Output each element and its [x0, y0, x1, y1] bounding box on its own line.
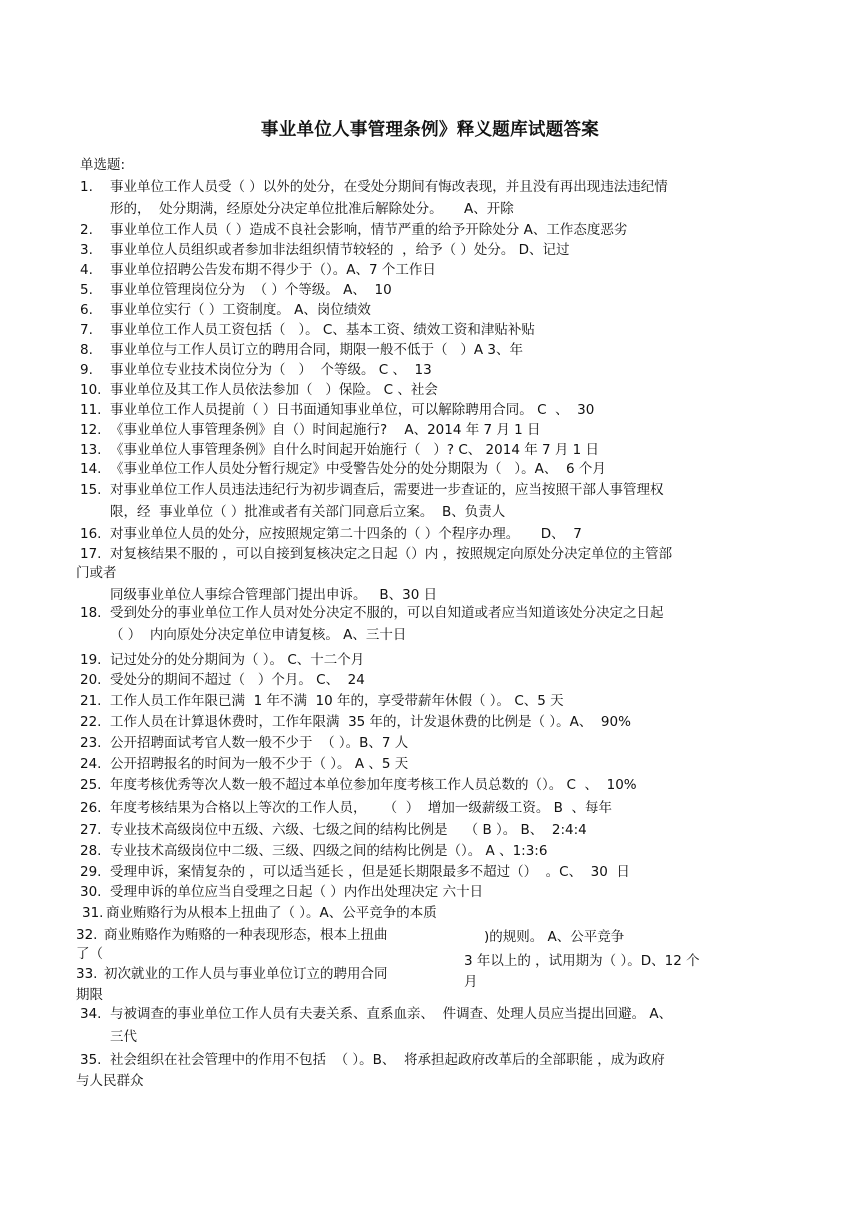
question-number: 29.: [80, 864, 102, 880]
question-number: 25.: [80, 777, 102, 793]
question-text: 事业单位工作人员提前（ ）日书面通知事业单位，可以解除聘用合同。 C 、 30: [110, 402, 595, 418]
question-text: 事业单位工作人员工资包括（ ）。 C、基本工资、绩效工资和津贴补贴: [110, 322, 535, 338]
question-text: 事业单位管理岗位分为 （ ）个等级。 A、 10: [110, 282, 392, 298]
question-text: 受理申诉的单位应当自受理之日起（ ）内作出处理决定 六十日: [110, 884, 484, 900]
question-text: 年度考核结果为合格以上等次的工作人员， （ ） 增加一级薪级工资。 B 、每年: [110, 800, 612, 816]
question-number: 7.: [80, 322, 93, 338]
question-text: 事业单位实行（ ）工资制度。 A、岗位绩效: [110, 302, 371, 318]
question-text: 受到处分的事业单位工作人员对处分决定不服的，可以自知道或者应当知道该处分决定之日起: [110, 605, 664, 621]
question-text: 《事业单位人事管理条例》自（）时间起施行? A、2014 年 7 月 1 日: [110, 422, 541, 438]
question-number: 16.: [80, 526, 102, 542]
question-text-continued: 月: [464, 974, 478, 990]
section-heading: 单选题:: [80, 157, 126, 173]
question-text: 对事业单位工作人员违法违纪行为初步调查后，需要进一步查证的，应当按照干部人事管理权: [110, 482, 664, 498]
question-number: 27.: [80, 822, 102, 838]
question-number: 21.: [80, 693, 102, 709]
question-number: 28.: [80, 843, 102, 859]
question-number: 15.: [80, 482, 102, 498]
question-text: 事业单位工作人员（ ）造成不良社会影响，情节严重的给予开除处分 A、工作态度恶劣: [110, 222, 628, 238]
question-text: 事业单位人员组织或者参加非法组织情节较轻的 ，给予（ ）处分。 D、记过: [110, 242, 570, 258]
question-number: 30.: [80, 884, 102, 900]
question-text: 商业贿赂作为贿赂的一种表现形态，根本上扭曲: [104, 927, 388, 943]
question-text-continued: 期限: [76, 987, 103, 1003]
question-number: 10.: [80, 382, 102, 398]
question-text: 公开招聘报名的时间为一般不少于（ ）。 A 、5 天: [110, 756, 409, 772]
question-text-continued: 3 年以上的 ，试用期为（ ）。D、12 个: [464, 953, 700, 969]
question-text-continued: )的规则。 A、公平竞争: [484, 929, 625, 945]
question-number: 2.: [80, 222, 93, 238]
question-number: 35.: [80, 1052, 102, 1068]
question-number: 24.: [80, 756, 102, 772]
question-text: 专业技术高级岗位中二级、三级、四级之间的结构比例是（）。 A 、1:3:6: [110, 843, 548, 859]
question-number: 19.: [80, 652, 102, 668]
question-text-continued: （ ） 内向原处分决定单位申请复核。 A、三十日: [110, 627, 407, 643]
question-text: 《事业单位工作人员处分暂行规定》中受警告处分的处分期限为（ ）。A、 6 个月: [110, 461, 606, 477]
question-number: 34.: [80, 1006, 102, 1022]
question-number: 8.: [80, 342, 93, 358]
question-text: 事业单位及其工作人员依法参加（ ）保险。 C 、社会: [110, 382, 438, 398]
question-text: 受处分的期间不超过（ ）个月。 C、 24: [110, 672, 365, 688]
question-number: 20.: [80, 672, 102, 688]
question-number: 1.: [80, 179, 93, 195]
question-text: 事业单位招聘公告发布期不得少于（）。A、7 个工作日: [110, 262, 436, 278]
question-number: 33.: [76, 966, 98, 982]
question-text: 《事业单位人事管理条例》自什么时间起开始施行（ ）? C、 2014 年 7 月 1 日: [110, 442, 600, 458]
question-text: 工作人员在计算退休费时，工作年限满 35 年的，计发退休费的比例是（ ）。A、 90%: [110, 714, 631, 730]
question-text: 商业贿赂行为从根本上扭曲了（ ）。A、公平竞争的本质: [106, 905, 437, 921]
question-number: 18.: [80, 605, 102, 621]
question-text: 初次就业的工作人员与事业单位订立的聘用合同: [104, 966, 388, 982]
question-text: 工作人员工作年限已满 1 年不满 10 年的，享受带薪年休假（ ）。 C、5 天: [110, 693, 564, 709]
question-text: 受理申诉，案情复杂的 ，可以适当延长 ，但是延长期限最多不超过（） 。C、 30 日: [110, 864, 630, 880]
question-text: 对复核结果不服的 ，可以自接到复核决定之日起（）内 ，按照规定向原处分决定单位的主管部: [110, 546, 673, 562]
question-text-continued: 三代: [110, 1029, 137, 1045]
question-number: 26.: [80, 800, 102, 816]
question-text-continued: 同级事业单位人事综合管理部门提出申诉。 B、30 日: [110, 587, 438, 603]
question-text-continued: 形的， 处分期满，经原处分决定单位批准后解除处分。 A、开除: [110, 201, 514, 217]
question-text: 事业单位与工作人员订立的聘用合同，期限一般不低于（ ）A 3、年: [110, 342, 523, 358]
question-text: 与被调查的事业单位工作人员有夫妻关系、直系血亲、 件调查、处理人员应当提出回避。 A、: [110, 1006, 673, 1022]
question-text: 事业单位工作人员受（ ）以外的处分，在受处分期间有悔改表现，并且没有再出现违法违纪情: [110, 179, 668, 195]
question-number: 22.: [80, 714, 102, 730]
question-number: 5.: [80, 282, 93, 298]
question-text-continued: 与人民群众: [76, 1073, 144, 1089]
question-number: 13.: [80, 442, 102, 458]
question-text: 社会组织在社会管理中的作用不包括 （ ）。B、 将承担起政府改革后的全部职能 ，成为政府: [110, 1052, 665, 1068]
question-number: 32.: [76, 927, 98, 943]
question-number: 4.: [80, 262, 93, 278]
question-text: 记过处分的处分期间为（ ）。 C、十二个月: [110, 652, 365, 668]
question-number: 12.: [80, 422, 102, 438]
question-text-continued: 限，经 事业单位（ ）批准或者有关部门同意后立案。 B、负责人: [110, 504, 506, 520]
question-number: 14.: [80, 461, 102, 477]
document-title: 事业单位人事管理条例》释义题库试题答案: [260, 120, 600, 140]
question-text: 年度考核优秀等次人数一般不超过本单位参加年度考核工作人员总数的（）。 C 、 10%: [110, 777, 637, 793]
question-text: 对事业单位人员的处分，应按照规定第二十四条的（ ）个程序办理。 D、 7: [110, 526, 582, 542]
question-number: 9.: [80, 362, 93, 378]
question-number: 23.: [80, 735, 102, 751]
question-number: 31.: [82, 905, 104, 921]
question-text: 公开招聘面试考官人数一般不少于 （ ）。B、7 人: [110, 735, 409, 751]
question-text: 事业单位专业技术岗位分为（ ） 个等级。 C 、 13: [110, 362, 432, 378]
question-number: 3.: [80, 242, 93, 258]
question-number: 6.: [80, 302, 93, 318]
question-number: 11.: [80, 402, 102, 418]
question-text-continued: 门或者: [76, 565, 117, 581]
question-number: 17.: [80, 546, 102, 562]
question-text-continued: 了（: [76, 946, 103, 962]
question-text: 专业技术高级岗位中五级、六级、七级之间的结构比例是 （ B ）。 B、 2:4:4: [110, 822, 587, 838]
